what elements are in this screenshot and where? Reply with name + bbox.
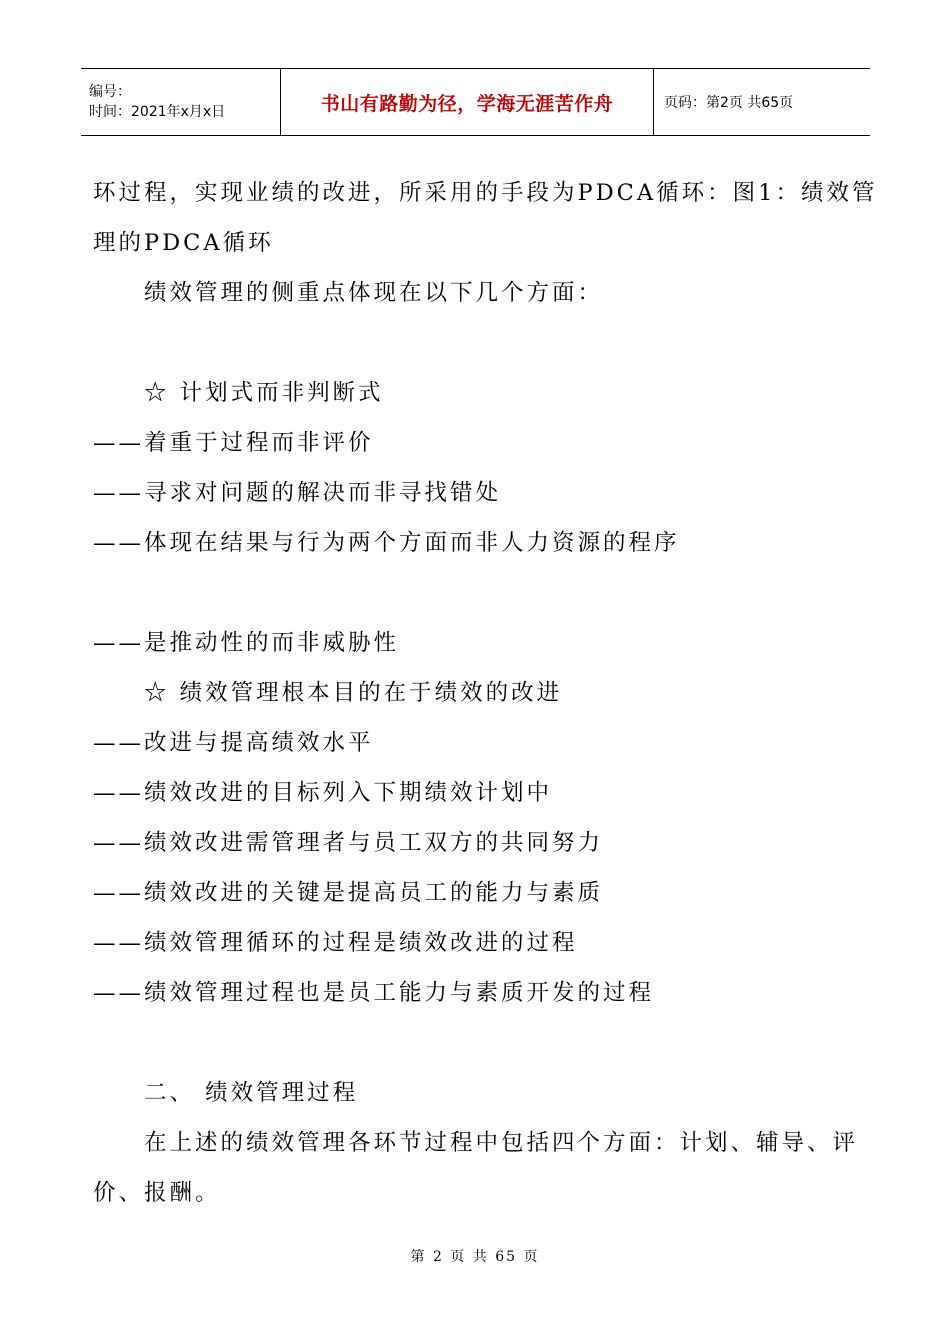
header-page-info: 页码：第2页 共65页 xyxy=(664,95,794,111)
header-motto-cell xyxy=(281,69,654,135)
page-header xyxy=(81,68,870,136)
blank-line xyxy=(93,1018,865,1068)
bullet-heading: ☆ 计划式而非判断式 xyxy=(144,380,384,406)
bullet-heading: ☆ 绩效管理根本目的在于绩效的改进 xyxy=(144,680,563,706)
document-number-label: 编号： xyxy=(89,84,131,100)
paragraph-line: 绩效管理的侧重点体现在以下几个方面： xyxy=(144,280,604,306)
document-body xyxy=(93,168,878,1218)
header-page-info-cell xyxy=(654,69,870,135)
paragraph-line: 价、报酬。 xyxy=(93,1180,221,1206)
paragraph-line: 理的PDCA循环 xyxy=(93,230,274,256)
blank-line xyxy=(93,568,865,618)
dash-item: ——绩效改进的目标列入下期绩效计划中 xyxy=(93,780,553,806)
dash-item: ——体现在结果与行为两个方面而非人力资源的程序 xyxy=(93,530,680,556)
paragraph-line: 在上述的绩效管理各环节过程中包括四个方面：计划、辅导、评 xyxy=(144,1130,859,1156)
dash-item: ——是推动性的而非威胁性 xyxy=(93,630,400,656)
dash-item: ——寻求对问题的解决而非寻找错处 xyxy=(93,480,502,506)
header-meta xyxy=(81,69,281,135)
dash-item: ——绩效改进的关键是提高员工的能力与素质 xyxy=(93,880,604,906)
dash-item: ——绩效管理循环的过程是绩效改进的过程 xyxy=(93,930,578,956)
blank-line xyxy=(93,318,865,368)
page-footer: 第 2 页 共 65 页 xyxy=(410,1249,540,1265)
dash-item: ——着重于过程而非评价 xyxy=(93,430,374,456)
header-motto: 书山有路勤为径，学海无涯苦作舟 xyxy=(320,92,614,115)
document-date: 时间：2021年x月x日 xyxy=(89,104,226,120)
dash-item: ——绩效管理过程也是员工能力与素质开发的过程 xyxy=(93,980,655,1006)
paragraph-line: 环过程，实现业绩的改进，所采用的手段为PDCA循环：图1：绩效管 xyxy=(93,180,878,206)
section-heading: 二、 绩效管理过程 xyxy=(144,1080,359,1106)
dash-item: ——改进与提高绩效水平 xyxy=(93,730,374,756)
dash-item: ——绩效改进需管理者与员工双方的共同努力 xyxy=(93,830,604,856)
